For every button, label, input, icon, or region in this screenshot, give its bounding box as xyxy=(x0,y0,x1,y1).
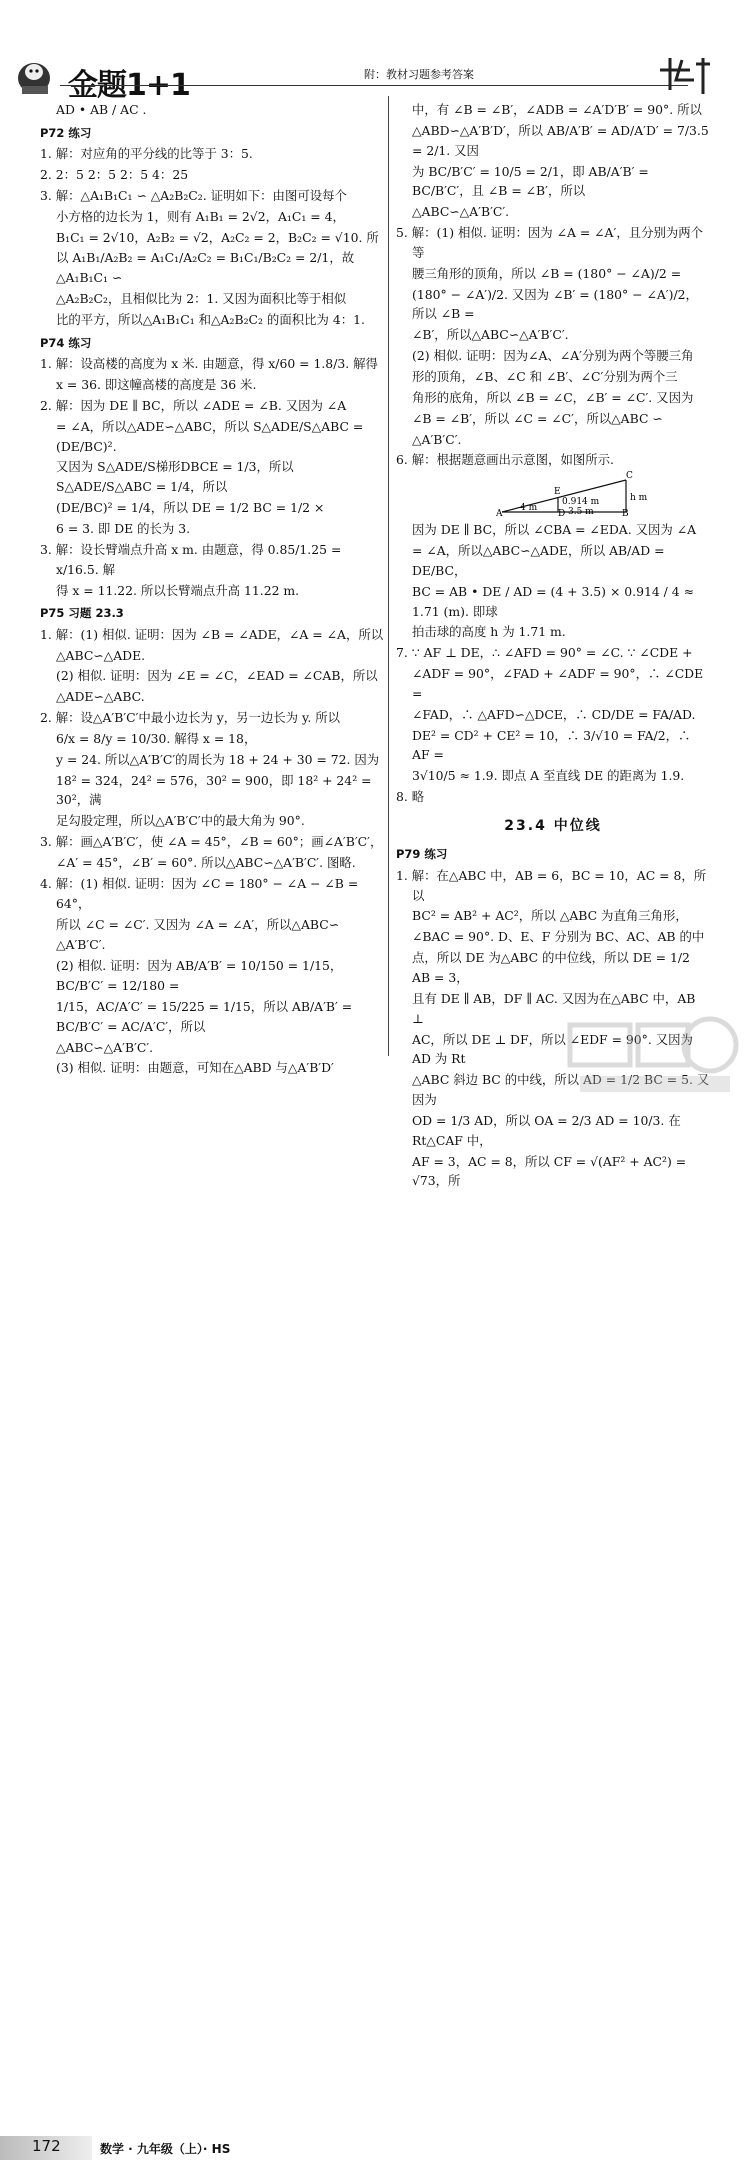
text-line: = ∠A，所以△ABC∽△ADE，所以 AB/AD = DE/BC， xyxy=(412,543,665,578)
text-line: 6 = 3. 即 DE 的长为 3. xyxy=(56,520,191,536)
text-line: 1/15，AC/A′C′ = 15/225 = 1/15，所以 AB/A′B′ = BC/B′C′ = AC/A′C′，所以 xyxy=(56,998,353,1034)
text-line: (3) 相似. 证明：由题意，可知在△ABD 与△A′B′D′ xyxy=(56,1060,334,1076)
page-number: 172 xyxy=(32,2137,61,2155)
section-heading: P72 练习 xyxy=(40,125,92,140)
text-line: 1. 解：对应角的平分线的比等于 3：5. xyxy=(40,146,253,162)
text-line: 18² = 324，24² = 576，30² = 900，即 18² + 24² = 30²，满 xyxy=(56,772,372,808)
text-line: (DE/BC)² = 1/4，所以 DE = 1/2 BC = 1/2 × xyxy=(56,500,325,516)
text-line: △ADE∽△ABC. xyxy=(56,689,145,705)
diagram-label-B: B xyxy=(622,509,629,520)
text-line: 1. 解：在△ABC 中，AB = 6，BC = 10，AC = 8，所以 xyxy=(396,867,707,903)
text-line: ∠A′ = 45°，∠B′ = 60°. 所以△ABC∽△A′B′C′. 图略. xyxy=(56,855,356,871)
text-line: 6/x = 8/y = 10/30. 解得 x = 18， xyxy=(56,730,257,746)
section-heading: P75 习题 23.3 xyxy=(40,606,124,621)
text-line: 点，所以 DE 为△ABC 的中位线，所以 DE = 1/2 AB = 3， xyxy=(412,950,690,985)
text-line: 又因为 S△ADE/S梯形DBCE = 1/3，所以 S△ADE/S△ABC = 1/4，所以 xyxy=(56,459,294,495)
text-line: 8. 略 xyxy=(396,789,425,805)
text-line: ∠ADF = 90°，∠FAD + ∠ADF = 90°，∴ ∠CDE = xyxy=(412,666,704,701)
header-note: 附：教材习题参考答案 xyxy=(364,68,474,81)
diagram-label-D: D xyxy=(558,509,566,520)
diagram-label-E: E xyxy=(554,487,561,498)
text-line: 小方格的边长为 1，则有 A₁B₁ = 2√2，A₁C₁ = 4， xyxy=(56,208,345,224)
text-line: 1. 解：(1) 相似. 证明：因为 ∠B = ∠ADE，∠A = ∠A，所以 xyxy=(40,626,384,642)
text-line: △ABD∽△A′B′D′，所以 AB/A′B′ = AD/A′D′ = 7/3.5 = 2/1. 又因 xyxy=(412,122,709,158)
section-heading: P79 练习 xyxy=(396,847,448,862)
text-line: ∠FAD，∴ △AFD∽△DCE，∴ CD/DE = FA/AD. xyxy=(412,706,696,722)
text-line: 中，有 ∠B = ∠B′，∠ADB = ∠A′D′B′ = 90°. 所以 xyxy=(412,102,702,117)
text-line: (2) 相似. 证明：因为 ∠E = ∠C，∠EAD = ∠CAB，所以 xyxy=(56,668,378,684)
diagram-label-C: C xyxy=(626,471,633,482)
text-line: 角形的底角，所以 ∠B = ∠C，∠B′ = ∠C′. 又因为 xyxy=(412,389,694,405)
diagram-label-de: 0.914 m xyxy=(562,497,600,508)
text-line: 形的顶角，∠B、∠C 和 ∠B′、∠C′分别为两个三 xyxy=(412,368,678,384)
text-line: 1. 解：设高楼的高度为 x 米. 由题意，得 x/60 = 1.8/3. 解得 xyxy=(40,356,378,372)
text-line: ∠B′，所以△ABC∽△A′B′C′. xyxy=(412,327,569,343)
text-line: △A₂B₂C₂，且相似比为 2：1. 又因为面积比等于相似 xyxy=(56,291,347,307)
text-line: 3. 解：△A₁B₁C₁ ∽ △A₂B₂C₂. 证明如下：由图可设每个 xyxy=(40,187,347,203)
text-line: 3. 解：设长臂端点升高 x m. 由题意，得 0.85/1.25 = x/16.5. 解 xyxy=(40,541,342,577)
text-line: (2) 相似. 证明：因为 AB/A′B′ = 10/150 = 1/15，BC/B′C′ = 12/180 = xyxy=(56,958,343,994)
footer-title: 数学 · 九年级（上）· HS xyxy=(100,2142,231,2156)
text-line: △ABC∽△A′B′C′. xyxy=(412,204,510,220)
text-line: (180° − ∠A′)/2. 又因为 ∠B′ = (180° − ∠A′)/2，所以 ∠B = xyxy=(412,286,698,322)
text-line: △ABC 斜边 BC 的中线，所以 AD = 1/2 BC = 5. 又因为 xyxy=(412,1072,710,1108)
text-line: AF = 3，AC = 8，所以 CF = √(AF² + AC²) = √73，所 xyxy=(412,1153,687,1189)
diagram-label-A: A xyxy=(496,509,503,520)
column-divider xyxy=(388,96,389,1056)
text-line: x = 36. 即这幢高楼的高度是 36 米. xyxy=(56,377,257,393)
logo-text: 金题1+1 xyxy=(68,68,190,103)
text-line: 5. 解：(1) 相似. 证明：因为 ∠A = ∠A′，且分别为两个等 xyxy=(396,225,704,260)
text-line: 7. ∵ AF ⊥ DE，∴ ∠AFD = 90° = ∠C. ∵ ∠CDE + xyxy=(396,645,693,661)
text-line: 拍击球的高度 h 为 1.71 m. xyxy=(412,624,566,640)
text-line: 3√10/5 ≈ 1.9. 即点 A 至直线 DE 的距离为 1.9. xyxy=(412,768,685,784)
text-line: DE² = CD² + CE² = 10，∴ 3/√10 = FA/2，∴ AF = xyxy=(412,727,691,763)
text-line: y = 24. 所以△A′B′C′的周长为 18 + 24 + 30 = 72. 因为 xyxy=(56,751,380,767)
text-line: = ∠A，所以△ADE∽△ABC，所以 S△ADE/S△ABC = (DE/BC)². xyxy=(56,418,364,454)
text-line: OD = 1/3 AD，所以 OA = 2/3 AD = 10/3. 在 Rt△CAF 中， xyxy=(412,1112,681,1148)
text-line: 3. 解：画△A′B′C′，使 ∠A = 45°，∠B = 60°；画∠A′B′C′， xyxy=(40,834,383,850)
text-line: 因为 DE ∥ BC，所以 ∠CBA = ∠EDA. 又因为 ∠A xyxy=(412,522,697,538)
text-line: 以 A₁B₁/A₂B₂ = A₁C₁/A₂C₂ = B₁C₁/B₂C₂ = 2/1，故 △A₁B₁C₁ ∽ xyxy=(56,250,355,286)
text-line: 2. 解：设△A′B′C′中最小边长为 y，另一边长为 y. 所以 xyxy=(40,710,341,726)
left-column xyxy=(40,100,385,1079)
text-line: 比的平方，所以△A₁B₁C₁ 和△A₂B₂C₂ 的面积比为 4：1. xyxy=(56,311,365,327)
text-line: ∠B = ∠B′，所以 ∠C = ∠C′，所以△ABC ∽ xyxy=(412,410,663,426)
text-line: BC = AB • DE / AD = (4 + 3.5) × 0.914 / 4 ≈ 1.71 (m). 即球 xyxy=(412,583,694,619)
mascot-icon xyxy=(14,56,60,96)
text-line: 6. 解：根据题意画出示意图，如图所示. xyxy=(396,452,614,468)
text-line: 为 BC/B′C′ = 10/5 = 2/1，即 AB/A′B′ = BC/B′C′，且 ∠B = ∠B′，所以 xyxy=(412,163,649,199)
text-line: 4. 解：(1) 相似. 证明：因为 ∠C = 180° − ∠A − ∠B = 64°， xyxy=(40,875,359,911)
text-line: B₁C₁ = 2√10，A₂B₂ = √2，A₂C₂ = 2，B₂C₂ = √10. 所 xyxy=(56,229,379,245)
watermark-icon xyxy=(560,1010,740,1100)
text-line: △A′B′C′. xyxy=(56,937,106,953)
text-line: BC² = AB² + AC²，所以 △ABC 为直角三角形， xyxy=(412,908,688,924)
chapter-title: 23.4 中位线 xyxy=(504,818,602,834)
text-line: AC，所以 DE ⊥ DF，所以 ∠EDF = 90°. 又因为 AD 为 Rt xyxy=(412,1031,693,1067)
text-line: 2. 2：5 2：5 2：5 4：25 xyxy=(40,167,189,183)
decoration-icon xyxy=(650,50,720,96)
text-line: 所以 ∠C = ∠C′. 又因为 ∠A = ∠A′，所以△ABC∽ xyxy=(56,916,340,932)
diagram-label-h: h m xyxy=(630,493,648,504)
text-line: AD • AB / AC . xyxy=(56,102,147,117)
diagram-label-db: 3.5 m xyxy=(568,507,594,518)
text-line: △ABC∽△A′B′C′. xyxy=(56,1039,154,1055)
text-line: 2. 解：因为 DE ∥ BC，所以 ∠ADE = ∠B. 又因为 ∠A xyxy=(40,397,347,413)
similar-triangles-diagram xyxy=(496,471,648,520)
text-line: 腰三角形的顶角，所以 ∠B = (180° − ∠A)/2 = xyxy=(412,265,682,281)
text-line: 足勾股定理，所以△A′B′C′中的最大角为 90°. xyxy=(56,813,305,829)
text-line: (2) 相似. 证明：因为∠A、∠A′分别为两个等腰三角 xyxy=(412,348,694,364)
section-heading: P74 练习 xyxy=(40,335,92,350)
text-line: 得 x = 11.22. 所以长臂端点升高 11.22 m. xyxy=(56,582,300,598)
page-header xyxy=(0,0,750,103)
header-rule xyxy=(60,85,688,86)
diagram-label-ad: 4 m xyxy=(520,503,538,514)
text-line: ∠BAC = 90°. D、E、F 分别为 BC、AC、AB 的中 xyxy=(412,929,705,945)
text-line: △A′B′C′. xyxy=(412,431,462,447)
text-line: 且有 DE ∥ AB，DF ∥ AC. 又因为在△ABC 中，AB ⊥ xyxy=(412,990,696,1026)
text-line: △ABC∽△ADE. xyxy=(56,647,146,663)
